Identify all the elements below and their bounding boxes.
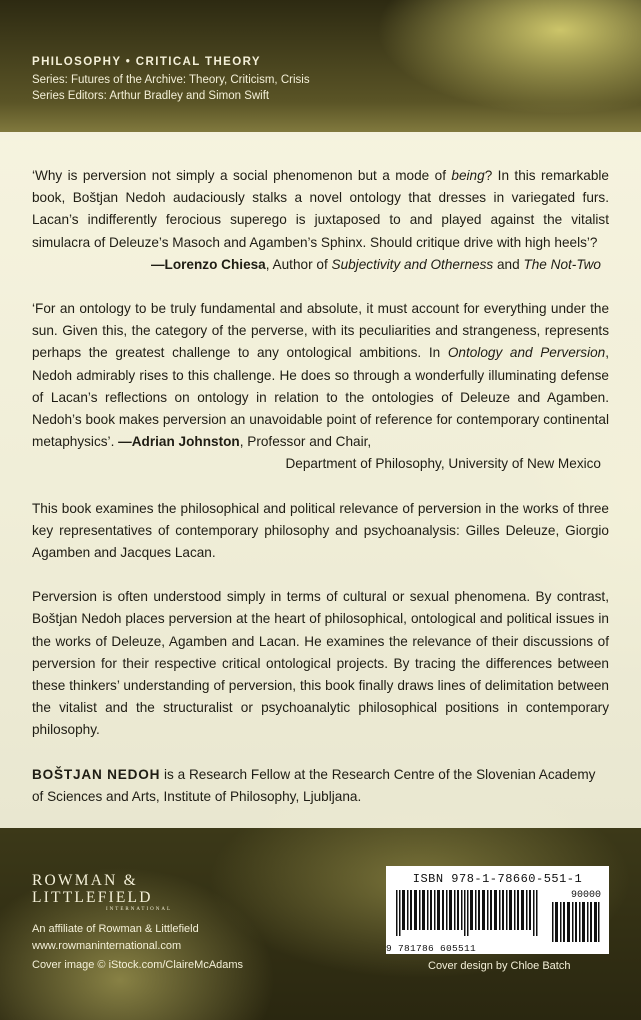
text-panel — [0, 132, 641, 828]
spacer — [32, 476, 609, 498]
endorser-name: Adrian Johnston — [131, 434, 240, 450]
price-barcode-icon — [551, 902, 601, 942]
category-label: PHILOSOPHY • CRITICAL THEORY — [32, 56, 261, 68]
book-title: Ontology and Perversion — [447, 345, 606, 361]
blurb-johnston — [32, 298, 609, 453]
book-title: Subjectivity and Otherness — [331, 256, 494, 272]
blurb-chiesa-attribution — [32, 254, 601, 276]
description-paragraph-2: Perversion is often understood simply in terms of cultural or sexual phenomena. By contrast, Boštjan Nedoh places perversion at the heart of philosophical, ontological and political issues in the works of Deleuze, Agamben and Lacan. He examines the relevance of their discussions of perversion for their respective critical ontological projects. By tracing the differences between these thinkers’ understanding of perversion, this book finally draws lines of delimitation between the vitalist and the structuralist or psychoanalytic philosophical positions in contemporary philosophy. — [32, 589, 609, 738]
blurb-chiesa — [32, 165, 609, 254]
blurb-text: ‘Why is perversion not simply a social phenomenon but a mode of — [32, 168, 452, 183]
attribution-text: , Professor and Chair, — [239, 434, 372, 450]
attribution-text: , Author of — [265, 256, 332, 272]
series-editors: Series Editors: Arthur Bradley and Simon Swift — [32, 90, 270, 102]
isbn-label: ISBN 978-1-78660-551-1 — [412, 872, 583, 886]
cover-design-credit: Cover design by Chloe Batch — [428, 960, 571, 972]
isbn-digits: 9 781786 605511 — [386, 943, 477, 954]
isbn-barcode — [386, 866, 609, 954]
attribution-dash: — — [150, 256, 165, 272]
logo-line-1: ROWMAN & — [32, 872, 138, 889]
logo-line-3: INTERNATIONAL — [106, 907, 172, 912]
price-code: 90000 — [570, 890, 601, 901]
attribution-dash: — — [118, 434, 132, 450]
author-bio — [32, 764, 609, 808]
spacer — [32, 276, 609, 298]
publisher-affiliate: An affiliate of Rowman & Littlefield — [32, 923, 199, 935]
barcode-bars-icon — [394, 890, 544, 936]
publisher-website: www.rowmaninternational.com — [32, 940, 182, 952]
header-block — [32, 54, 592, 104]
cover-image-credit: Cover image © iStock.com/ClaireMcAdams — [32, 959, 244, 971]
spacer — [32, 742, 609, 764]
book-title: The Not-Two — [523, 256, 601, 272]
author-bio-text: is a Research Fellow at the Research Centre of the Slovenian Academy of Sciences and Arts, Institute of Philosophy, Ljubljana. — [32, 766, 596, 804]
endorser-name: Lorenzo Chiesa — [164, 256, 266, 272]
publisher-block — [32, 872, 243, 974]
blurb-johnston-department: Department of Philosophy, University of New Mexico — [285, 456, 601, 472]
spacer — [32, 564, 609, 586]
author-name: BOŠTJAN NEDOH — [32, 766, 161, 782]
blurb-text: , Nedoh admirably rises to this challenge. He does so through a wonderfully illuminating defense of Lacan’s reflections on ontology in relation to the ontologies of Deleuze and Agamben. Nedoh’s book makes perversion an unavoidable point of reference for contemporary continental metaphysics’. — [32, 345, 609, 450]
series-label: Series: Futures of the Archive: Theory, Criticism, Crisis — [32, 74, 310, 86]
attribution-text: and — [493, 256, 524, 272]
blurb-text: ? In this remarkable book, Boštjan Nedoh audaciously stalks a novel ontology that dresses in variegated furs. Lacan’s indifferently ferocious superego is juxtaposed to and played against the vitalist simulacra of Deleuze’s Masoch and Agamben’s Sphinx. Should critique drive with high heels’? — [32, 168, 609, 250]
blurb-text: ‘For an ontology to be truly fundamental and absolute, it must account for everything under the sun. Given this, the category of the perverse, with its peculiarities and strangeness, represents perhaps the greatest challenge to any ontological ambitions. In — [32, 301, 609, 361]
description-paragraph-1: This book examines the philosophical and political relevance of perversion in the works of three key representatives of contemporary philosophy and psychoanalysis: Gilles Deleuze, Giorgio Agamben and Jacques Lacan. — [32, 500, 609, 561]
logo-line-2: LITTLEFIELD — [32, 889, 153, 906]
publisher-logo — [32, 872, 243, 913]
barcode-area — [394, 890, 601, 942]
blurb-emphasis: being — [451, 168, 485, 183]
